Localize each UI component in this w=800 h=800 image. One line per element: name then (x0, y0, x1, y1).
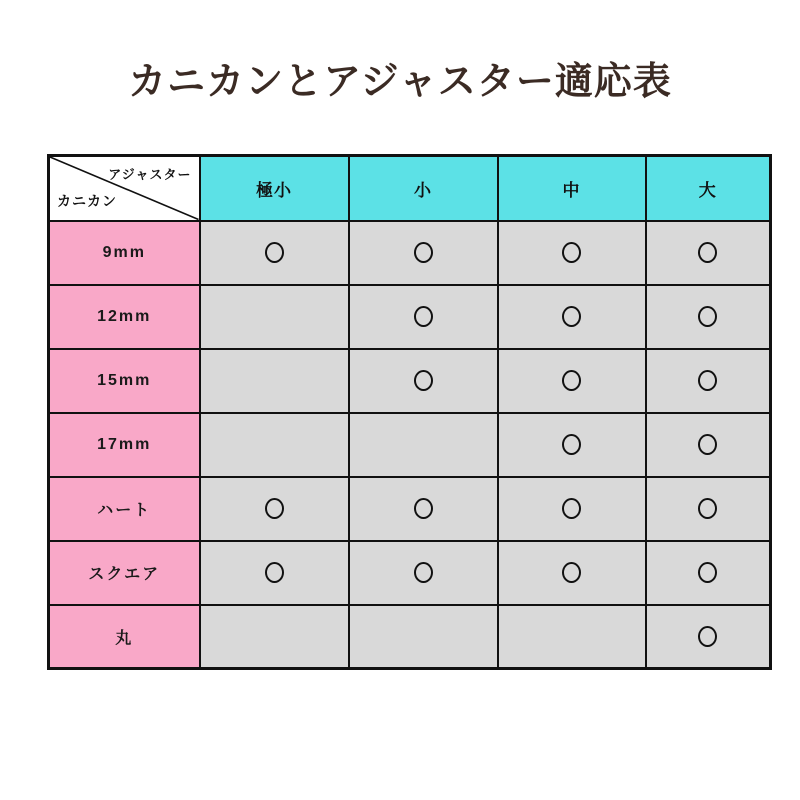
compat-cell (349, 605, 498, 669)
compat-cell (646, 285, 771, 349)
table-row-square (49, 541, 771, 605)
column-header-sho: 小 (349, 156, 498, 221)
table-row-12mm (49, 285, 771, 349)
column-header-chu: 中 (498, 156, 646, 221)
circle-mark (698, 434, 717, 455)
compat-cell (200, 413, 349, 477)
circle-mark (562, 562, 581, 583)
row-label: 12mm (49, 285, 200, 349)
table-row-17mm (49, 413, 771, 477)
compat-cell (200, 605, 349, 669)
circle-mark (414, 370, 433, 391)
table-row-9mm (49, 221, 771, 285)
row-label: 15mm (49, 349, 200, 413)
compatibility-table (47, 154, 772, 670)
compat-cell (349, 477, 498, 541)
table-row-maru (49, 605, 771, 669)
circle-mark (562, 370, 581, 391)
circle-mark (698, 498, 717, 519)
compat-cell (200, 541, 349, 605)
circle-mark (698, 626, 717, 647)
circle-mark (562, 306, 581, 327)
compat-cell (646, 413, 771, 477)
compat-cell (200, 221, 349, 285)
page-title: カニカンとアジャスター適応表 (128, 61, 672, 103)
compat-cell (498, 477, 646, 541)
compat-cell (646, 349, 771, 413)
compat-cell (646, 605, 771, 669)
compat-cell (498, 541, 646, 605)
circle-mark (414, 562, 433, 583)
table-row-heart (49, 477, 771, 541)
compat-cell (498, 349, 646, 413)
circle-mark (698, 242, 717, 263)
compat-cell (349, 221, 498, 285)
compat-cell (349, 285, 498, 349)
circle-mark (698, 306, 717, 327)
circle-mark (265, 242, 284, 263)
row-label: 丸 (49, 605, 200, 669)
circle-mark (698, 562, 717, 583)
column-header-gokusho: 極小 (200, 156, 349, 221)
table-row-15mm (49, 349, 771, 413)
compat-cell (498, 221, 646, 285)
compat-cell (200, 349, 349, 413)
compat-cell (646, 477, 771, 541)
compat-cell (200, 285, 349, 349)
compat-cell (349, 541, 498, 605)
circle-mark (414, 498, 433, 519)
circle-mark (265, 498, 284, 519)
column-header-dai: 大 (646, 156, 771, 221)
row-label: スクエア (49, 541, 200, 605)
circle-mark (414, 306, 433, 327)
compat-cell (498, 605, 646, 669)
header-row (49, 156, 771, 221)
circle-mark (562, 498, 581, 519)
circle-mark (562, 434, 581, 455)
compat-cell (646, 541, 771, 605)
compat-cell (200, 477, 349, 541)
row-label: 9mm (49, 221, 200, 285)
circle-mark (265, 562, 284, 583)
compat-cell (349, 349, 498, 413)
row-label: 17mm (49, 413, 200, 477)
circle-mark (562, 242, 581, 263)
compat-cell (498, 285, 646, 349)
compat-cell (349, 413, 498, 477)
row-label: ハート (49, 477, 200, 541)
circle-mark (414, 242, 433, 263)
corner-label-adjuster: アジャスター (108, 167, 192, 182)
circle-mark (698, 370, 717, 391)
corner-label-kanikan: カニカン (57, 192, 117, 209)
compat-cell (498, 413, 646, 477)
corner-cell (49, 156, 200, 221)
compat-cell (646, 221, 771, 285)
